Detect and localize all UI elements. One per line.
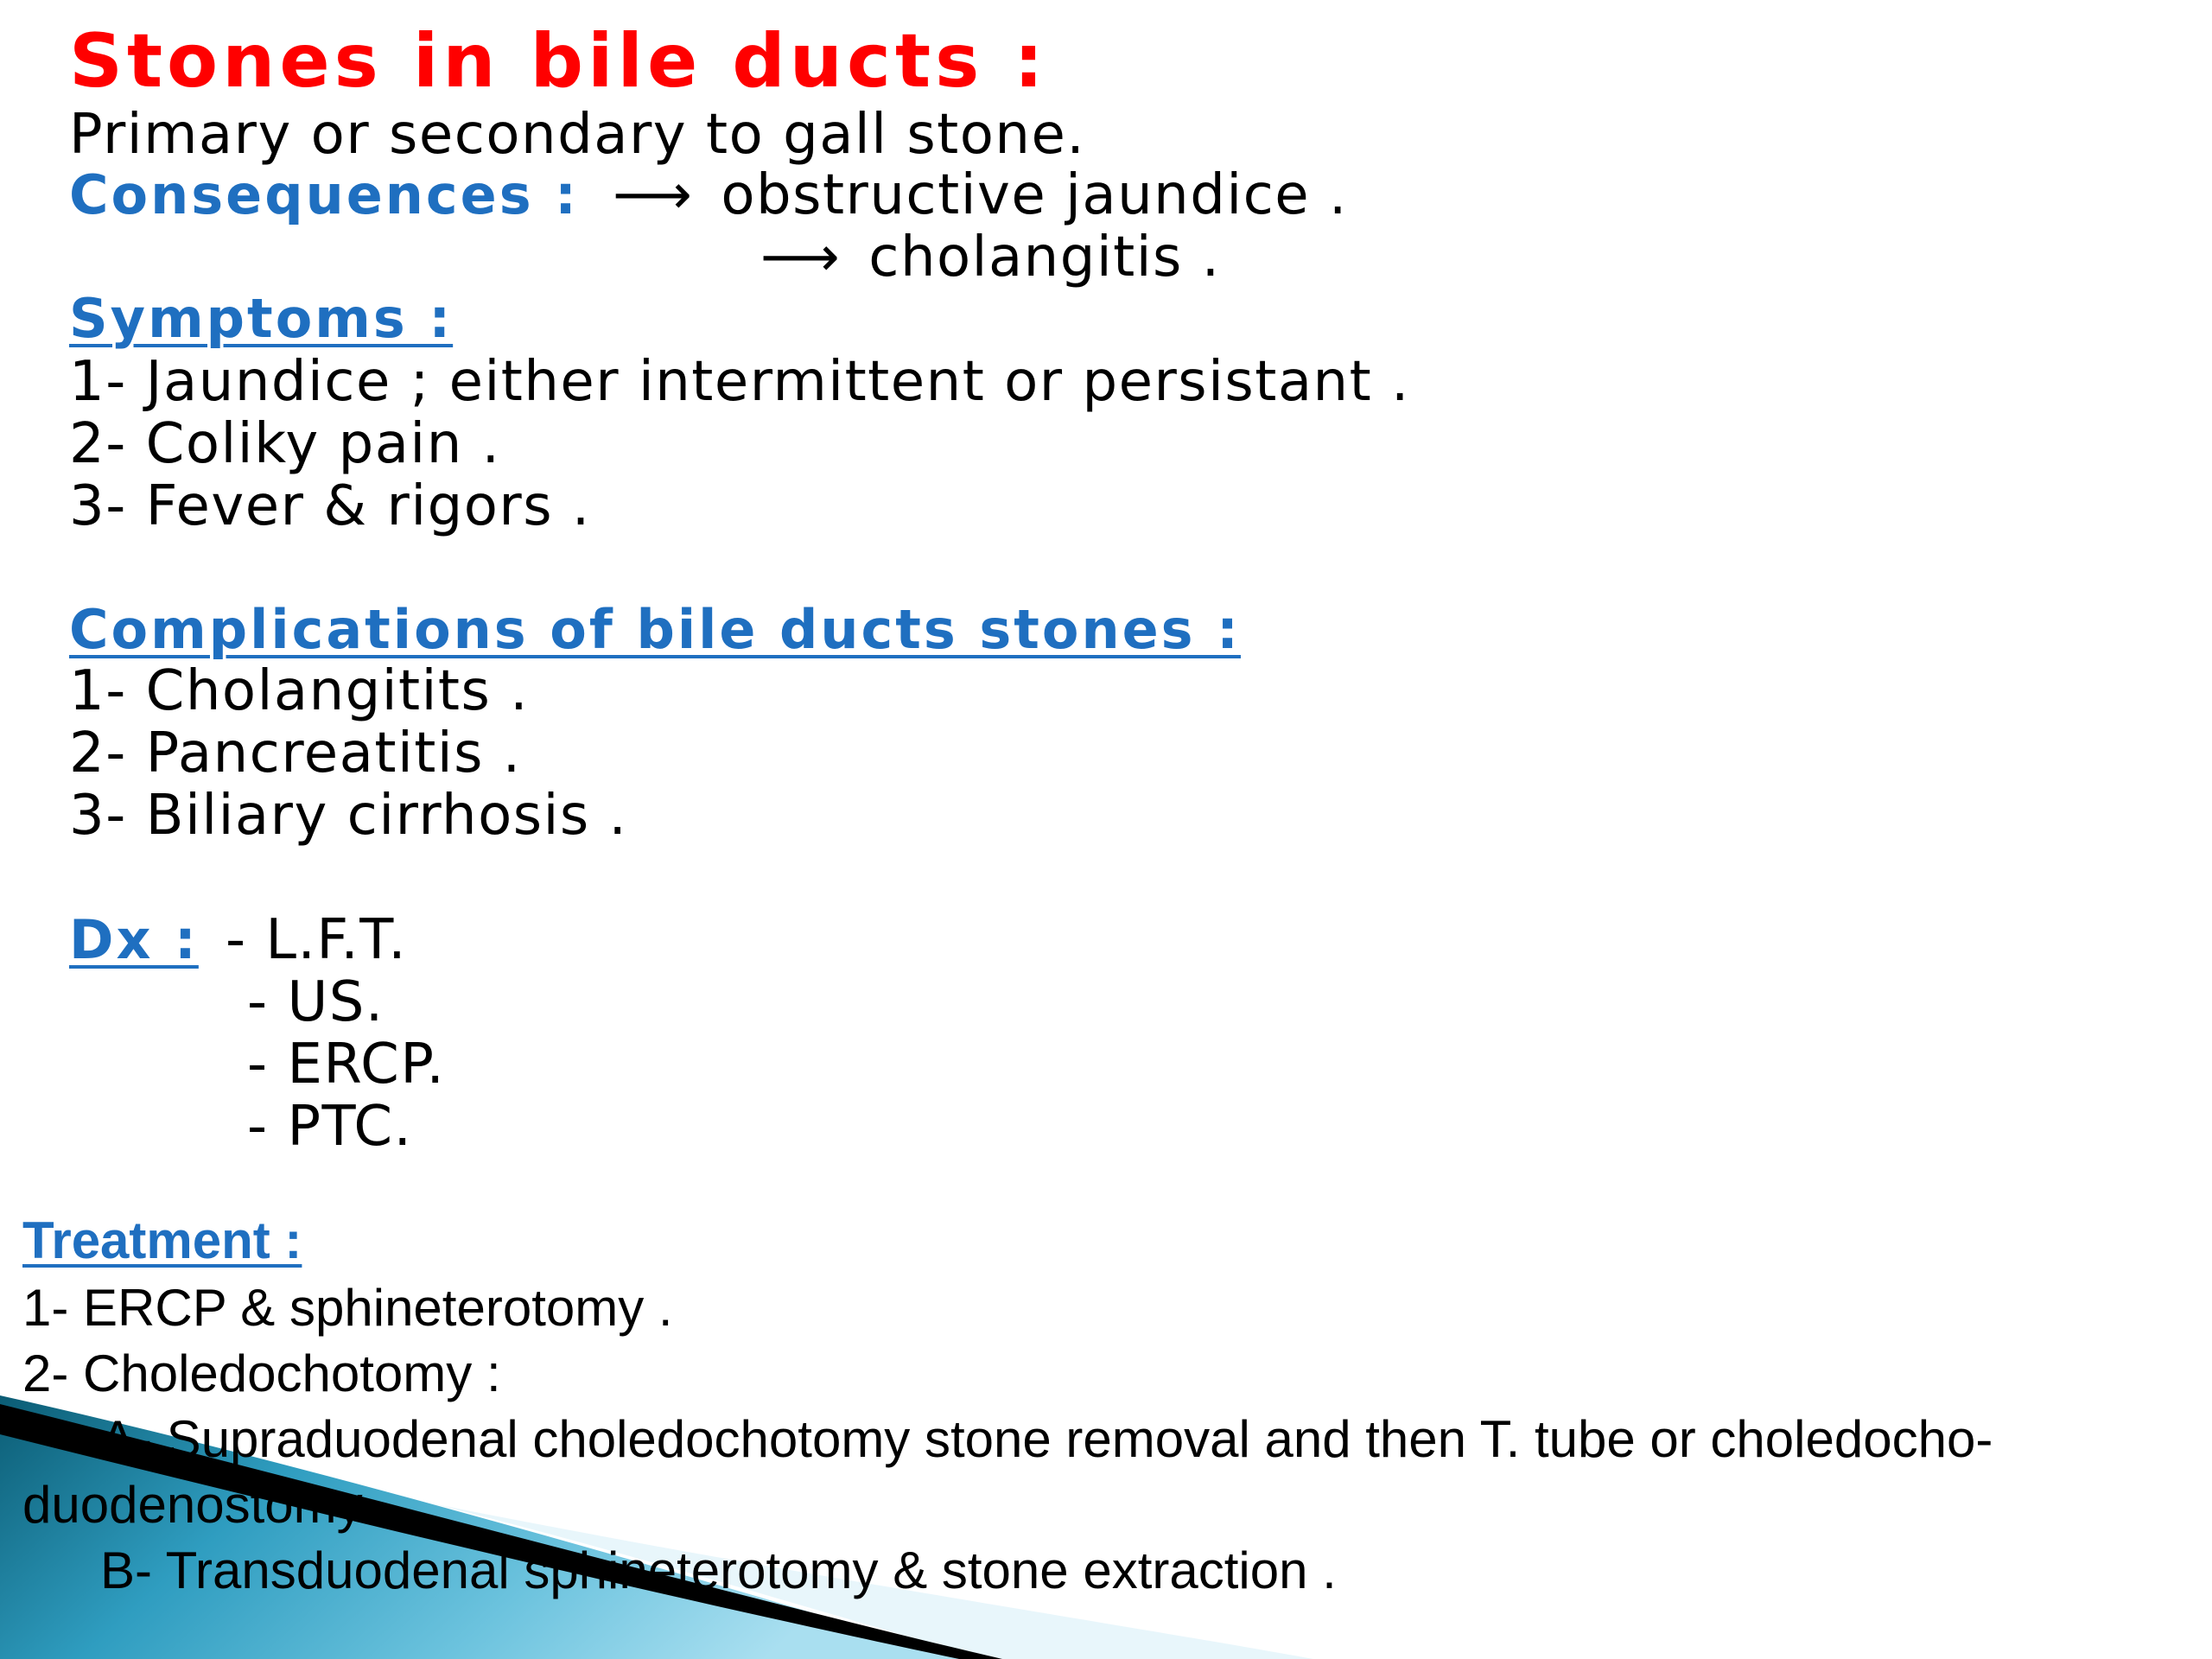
consequences-row-2 — [760, 226, 1221, 289]
dx-row-1 — [69, 908, 408, 972]
dx-item: - PTC. — [247, 1095, 413, 1159]
dx-item: - L.F.T. — [225, 908, 408, 972]
slide-title: Stones in bile ducts : — [69, 18, 1048, 105]
consequence-item: obstructive jaundice . — [721, 163, 1348, 227]
complication-item: 2- Pancreatitis . — [69, 721, 522, 785]
treatment-subitem: A- Supraduodenal choledochotomy stone removal and then T. tube or choledocho- — [100, 1410, 1993, 1468]
arrow-icon: ⟶ — [760, 226, 842, 289]
complications-heading: Complications of bile ducts stones : — [69, 598, 1241, 661]
treatment-item: 2- Choledochotomy : — [22, 1344, 501, 1402]
dx-item: - ERCP. — [247, 1033, 446, 1096]
symptom-item: 3- Fever & rigors . — [69, 474, 591, 538]
dx-item: - US. — [247, 970, 385, 1034]
arrow-icon: ⟶ — [613, 163, 694, 227]
intro-text: Primary or secondary to gall stone. — [69, 103, 1086, 167]
complication-item: 3- Biliary cirrhosis . — [69, 784, 628, 848]
complication-item: 1- Cholangitits . — [69, 659, 530, 723]
treatment-subitem: B- Transduodenal sphineterotomy & stone extraction . — [100, 1541, 1337, 1599]
treatment-heading: Treatment : — [22, 1211, 302, 1269]
treatment-item: 1- ERCP & sphineterotomy . — [22, 1279, 673, 1337]
treatment-continuation: duodenostomy — [22, 1476, 363, 1534]
consequences-heading: Consequences : — [69, 163, 579, 226]
symptom-item: 1- Jaundice ; either intermittent or persistant . — [69, 350, 1410, 414]
dx-heading: Dx : — [69, 908, 199, 971]
consequence-item: cholangitis . — [868, 226, 1221, 289]
consequences-row-1 — [69, 163, 1348, 227]
symptoms-heading: Symptoms : — [69, 287, 454, 350]
symptom-item: 2- Coliky pain . — [69, 412, 501, 476]
